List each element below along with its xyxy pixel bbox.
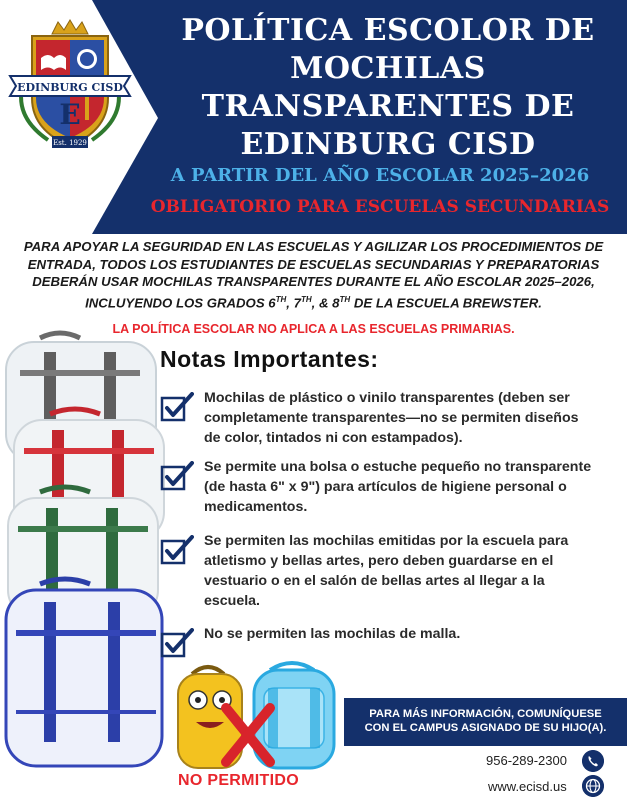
check-icon (160, 461, 194, 491)
contact-info-line: CON EL CAMPUS ASIGNADO DE SU HIJO(A). (364, 722, 607, 734)
intro-line: DEBERÁN USAR MOCHILAS TRANSPARENTES DURANTE EL AÑO ESCOLAR 2025–2026, (32, 274, 595, 289)
note-line: escuela. (204, 593, 261, 609)
check-icon (160, 535, 194, 565)
note-item (160, 388, 620, 452)
ordinal-suffix: TH (300, 294, 312, 304)
note-item (160, 457, 620, 521)
crest-established: Est. 1929 (53, 139, 87, 147)
intro-text: DE LA ESCUELA BREWSTER. (350, 294, 542, 310)
backpack-blue (6, 579, 162, 766)
page-title-line-3: TRANSPARENTES DE (201, 89, 575, 124)
intro-line: PARA APOYAR LA SEGURIDAD EN LAS ESCUELAS Y AGILIZAR LOS PROCEDIMIENTOS DE (23, 239, 604, 254)
intro-paragraph (8, 238, 619, 311)
note-item (160, 531, 620, 615)
crest-name: EDINBURG CISD (17, 81, 123, 94)
note-line: completamente transparentes—no se permiten diseños (204, 410, 579, 426)
note-item (160, 624, 620, 654)
note-line: atletismo y bellas artes, pero deben guardarse en el (204, 553, 554, 569)
intro-text: INCLUYENDO LOS GRADOS 6 (85, 294, 276, 310)
note-line: (de hasta 6" x 9") para artículos de higiene personal o (204, 479, 567, 495)
page-title-line-4: EDINBURG CISD (240, 127, 536, 162)
website-link[interactable]: www.ecisd.us (488, 779, 567, 794)
intro-text: , 7 (286, 294, 301, 310)
elementary-exemption-notice: LA POLÍTICA ESCOLAR NO APLICA A LAS ESCUELAS PRIMARIAS. (112, 322, 515, 336)
intro-line (8, 291, 619, 312)
note-text (204, 624, 624, 644)
mandatory-notice: OBLIGATORIO PARA ESCUELAS SECUNDARIAS (150, 197, 610, 217)
contact-info-banner (344, 698, 627, 746)
phone-number[interactable]: 956-289-2300 (486, 753, 567, 768)
note-line: medicamentos. (204, 499, 308, 515)
globe-icon (582, 775, 604, 797)
ordinal-suffix: TH (275, 294, 287, 304)
note-line: de color, tintados ni con estampados). (204, 430, 463, 446)
note-line: No se permiten las mochilas de malla. (204, 626, 461, 642)
check-icon (160, 628, 194, 658)
clear-backpacks-illustration (0, 330, 170, 770)
phone-icon (582, 750, 604, 772)
note-line: Se permiten las mochilas emitidas por la escuela para (204, 533, 569, 549)
note-text (204, 388, 624, 448)
notes-heading: Notas Importantes: (160, 346, 379, 372)
crest-letter: E (59, 98, 81, 131)
note-text (204, 457, 624, 517)
note-line: vestuario o en el salón de bellas artes al llegar a la (204, 573, 545, 589)
note-line: Se permite una bolsa o estuche pequeño no transparente (204, 459, 592, 475)
page-title-line-2: MOCHILAS (290, 51, 486, 86)
not-allowed-backpacks-illustration (170, 660, 350, 772)
ordinal-suffix: TH (339, 294, 351, 304)
contact-info-line: PARA MÁS INFORMACIÓN, COMUNÍQUESE (369, 708, 602, 720)
page-title-line-1: POLÍTICA ESCOLOR DE (181, 13, 595, 48)
school-year-subtitle: A PARTIR DEL AÑO ESCOLAR 2025–2026 (170, 165, 590, 186)
note-line: Mochilas de plástico o vinilo transparentes (deben ser (204, 390, 570, 406)
intro-text: , & 8 (311, 294, 340, 310)
not-allowed-label: NO PERMITIDO (178, 772, 299, 789)
note-text (204, 531, 624, 611)
district-crest-logo (8, 18, 132, 152)
intro-line: ENTRADA, TODOS LOS ESTUDIANTES DE ESCUELAS SECUNDARIAS Y PREPARATORIAS (27, 256, 600, 272)
check-icon (160, 392, 194, 422)
